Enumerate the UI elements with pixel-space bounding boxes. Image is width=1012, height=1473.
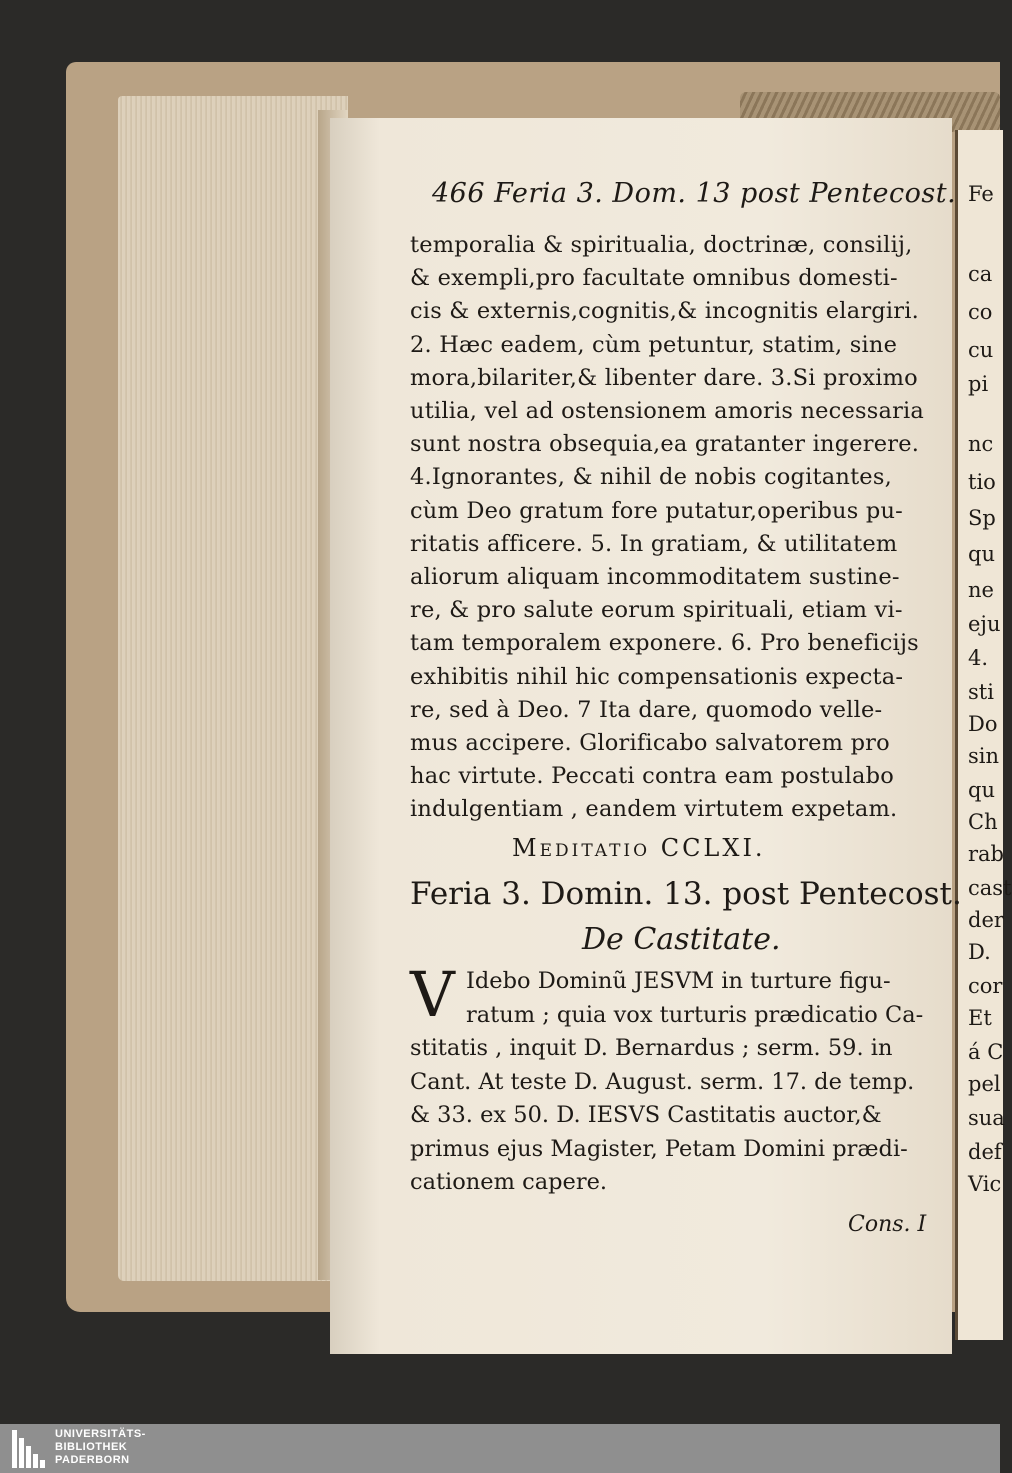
right-page-fragment: Do bbox=[968, 712, 998, 736]
text-line: sunt nostra obsequia,ea gratanter ingerere. bbox=[410, 431, 920, 458]
text-line: mus accipere. Glorificabo salvatorem pro bbox=[410, 730, 890, 756]
right-page-fragment: pi bbox=[968, 372, 989, 396]
text-line: re, sed à Deo. 7 Ita dare, quomodo velle- bbox=[410, 696, 883, 723]
text-line: primus ejus Magister, Petam Domini prædi- bbox=[410, 1135, 908, 1162]
running-header: 466 Feria 3. Dom. 13 post Pentecost. bbox=[432, 178, 957, 209]
library-name-line2: BIBLIOTHEK bbox=[55, 1441, 128, 1453]
right-page-fragment: Vic bbox=[968, 1172, 1002, 1196]
library-name bbox=[55, 1428, 146, 1467]
text-line: ritatis afficere. 5. In gratiam, & utilitatem bbox=[410, 530, 898, 557]
text-line: hac virtute. Peccati contra eam postulabo bbox=[410, 763, 894, 790]
text-line: stitatis , inquit D. Bernardus ; serm. 59. in bbox=[410, 1035, 893, 1061]
right-page-fragment: cast bbox=[968, 876, 1012, 900]
text-line: cis & externis,cognitis,& incognitis elargiri. bbox=[410, 298, 919, 325]
right-page-fragment: ne bbox=[968, 578, 994, 602]
right-page-fragment: cor bbox=[968, 974, 1003, 998]
right-page-fragment: Sp bbox=[968, 506, 996, 530]
text-line: cationem capere. bbox=[410, 1169, 608, 1195]
right-page-fragment: 4. bbox=[968, 646, 989, 670]
right-page-fragment: cu bbox=[968, 338, 994, 362]
section-subtitle: De Castitate. bbox=[582, 922, 781, 957]
right-page-fragment: rab bbox=[968, 842, 1005, 866]
right-page-fragment: sin bbox=[968, 744, 1000, 768]
right-page-fragment: qu bbox=[968, 542, 995, 566]
text-line: utilia, vel ad ostensionem amoris necessaria bbox=[410, 398, 925, 424]
right-page-fragment: sti bbox=[968, 680, 994, 704]
right-page-fragment: eju bbox=[968, 612, 1001, 636]
text-line: tam temporalem exponere. 6. Pro beneficijs bbox=[410, 630, 919, 657]
text-line: exhibitis nihil hic compensationis expecta- bbox=[410, 663, 904, 690]
right-page-fragment: qu bbox=[968, 778, 995, 802]
text-line: ratum ; quia vox turturis prædicatio Ca- bbox=[466, 1001, 924, 1028]
right-page-fragment: Fe bbox=[968, 182, 994, 206]
right-page-fragment: á C bbox=[968, 1040, 1004, 1064]
meditation-heading: Meditatio CCLXI. bbox=[512, 834, 766, 862]
right-page-fragment: Et bbox=[968, 1006, 992, 1030]
right-page-fragment: ca bbox=[968, 262, 993, 286]
drop-capital: V bbox=[410, 958, 455, 1031]
text-line: aliorum aliquam incommoditatem sustine- bbox=[410, 564, 900, 590]
right-page-fragment: def bbox=[968, 1140, 1002, 1164]
library-name-line3: PADERBORN bbox=[55, 1454, 130, 1466]
text-line: re, & pro salute eorum spirituali, etiam vi- bbox=[410, 597, 903, 624]
library-logo-icon bbox=[12, 1430, 46, 1468]
right-page-fragment: co bbox=[968, 300, 993, 324]
page-edges bbox=[118, 96, 348, 1281]
text-line: & 33. ex 50. D. IESVS Castitatis auctor,& bbox=[410, 1102, 882, 1128]
right-page-fragment: nc bbox=[968, 432, 994, 456]
library-name-line1: UNIVERSITÄTS- bbox=[55, 1428, 146, 1440]
text-line: 4.Ignorantes, & nihil de nobis cogitantes, bbox=[410, 464, 892, 491]
text-line: & exempli,pro facultate omnibus domesti- bbox=[410, 265, 898, 292]
feria-title: Feria 3. Domin. 13. post Pentecost. bbox=[410, 876, 962, 912]
right-page-fragment: Ch bbox=[968, 810, 998, 834]
right-page-fragment: D. bbox=[968, 940, 991, 964]
right-page-fragment: pel bbox=[968, 1072, 1001, 1096]
text-line: cùm Deo gratum fore putatur,operibus pu- bbox=[410, 497, 903, 524]
text-line: temporalia & spiritualia, doctrinæ, consilij, bbox=[410, 232, 913, 258]
text-line: mora,bilariter,& libenter dare. 3.Si proximo bbox=[410, 364, 918, 391]
text-line: 2. Hæc eadem, cùm petuntur, statim, sine bbox=[410, 331, 898, 358]
text-line: indulgentiam , eandem virtutem expetam. bbox=[410, 796, 898, 823]
right-page-fragment: tio bbox=[968, 470, 996, 494]
catchword: Cons. I bbox=[848, 1212, 927, 1237]
library-footer bbox=[0, 1424, 1000, 1473]
right-page-fragment: der bbox=[968, 908, 1004, 932]
text-line: Idebo Dominũ JESVM in turture figu- bbox=[466, 968, 891, 994]
text-line: Cant. At teste D. August. serm. 17. de temp. bbox=[410, 1068, 915, 1095]
right-page-fragment: sua bbox=[968, 1106, 1005, 1130]
